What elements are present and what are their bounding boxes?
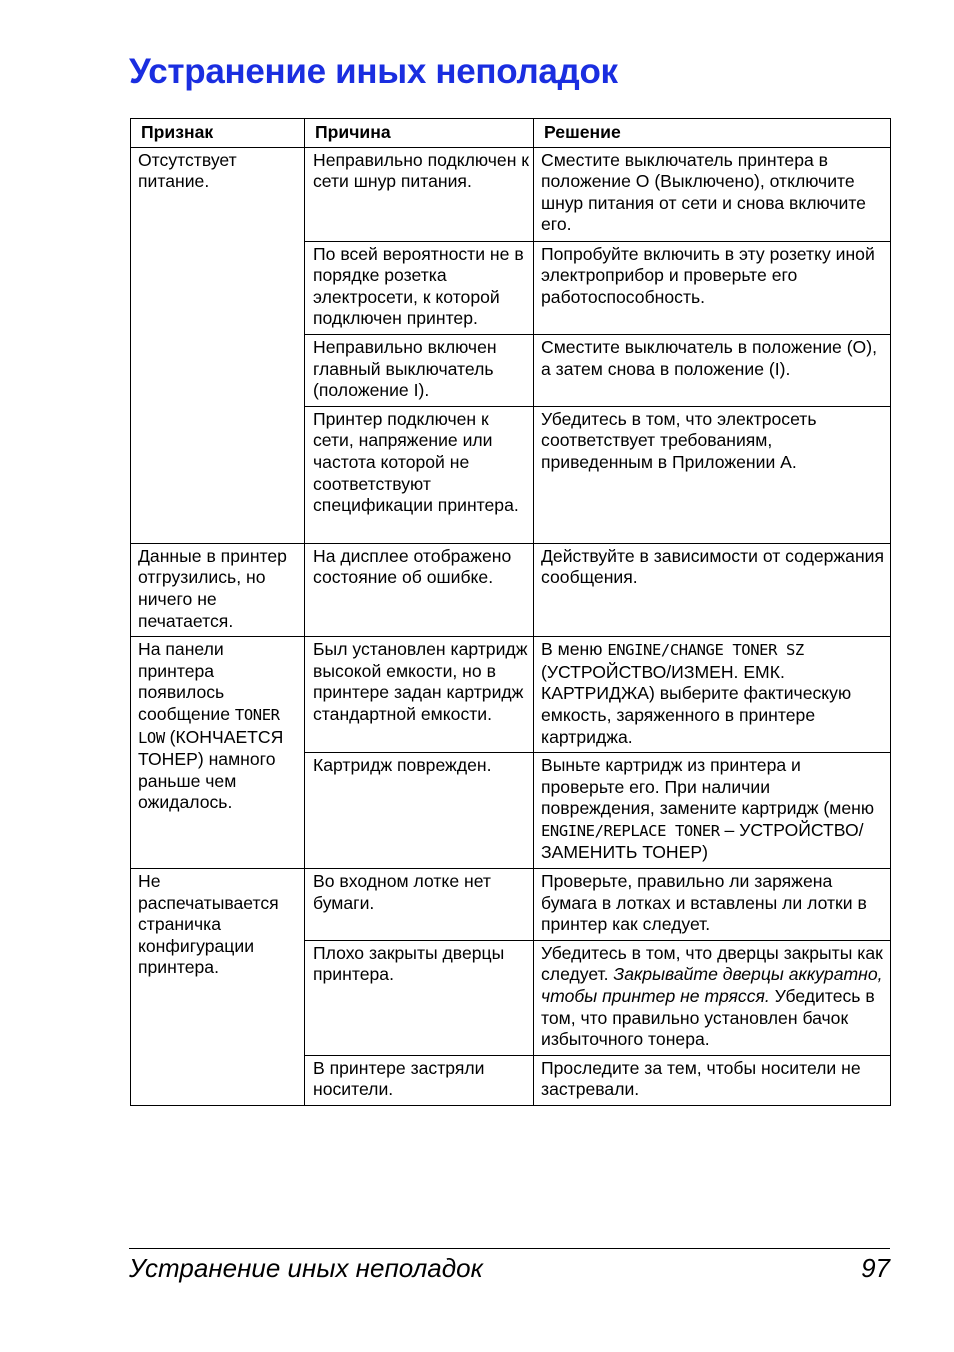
solution-cell: Действуйте в зависимости от содержания сообщения. xyxy=(534,543,891,636)
header-solution: Решение xyxy=(534,119,891,148)
solution-cell: Сместите выключатель принтера в положение O (Выключено), отключите шнур питания от сети и снова включите его. xyxy=(534,147,891,241)
footer-title: Устранение иных неполадок xyxy=(129,1253,483,1283)
cause-cell: По всей вероятности не в порядке розетка электросети, к которой подключен принтер. xyxy=(305,241,534,334)
solution-cell: Выньте картридж из принтера и проверьте его. При наличии повреждения, замените картридж (меню ENGINE/REPLACE TONER – УСТРОЙСТВО/ЗАМЕНИТЬ ТОНЕР) xyxy=(534,753,891,869)
cause-cell: В принтере застряли носители. xyxy=(305,1055,534,1105)
page-title: Устранение иных неполадок xyxy=(129,52,618,91)
table-row xyxy=(131,543,891,636)
menu-path: ENGINE/REPLACE TONER xyxy=(541,821,720,840)
menu-path: ENGINE/CHANGE TONER SZ xyxy=(607,641,804,660)
solution-cell: Проверьте, правильно ли заряжена бумага в лотках и вставлены ли лотки в принтер как следует. xyxy=(534,869,891,941)
solution-cell: В меню ENGINE/CHANGE TONER SZ (УСТРОЙСТВО/ИЗМЕН. ЕМК. КАРТРИДЖА) выберите фактическую емкость, заряженного в принтере картриджа. xyxy=(534,637,891,753)
solution-cell: Убедитесь в том, что электросеть соответствует требованиям, приведенным в Приложении A. xyxy=(534,406,891,543)
page-number: 97 xyxy=(861,1253,890,1283)
table-row xyxy=(131,147,891,241)
footer-rule xyxy=(129,1248,890,1249)
solution-cell: Проследите за тем, чтобы носители не застревали. xyxy=(534,1055,891,1105)
cause-cell: На дисплее отображено состояние об ошибке. xyxy=(305,543,534,636)
cause-cell: Был установлен картридж высокой емкости, но в принтере задан картридж стандартной емкости. xyxy=(305,637,534,753)
cause-cell: Во входном лотке нет бумаги. xyxy=(305,869,534,941)
header-cause: Причина xyxy=(305,119,534,148)
cause-cell: Плохо закрыты дверцы принтера. xyxy=(305,940,534,1055)
header-symptom: Признак xyxy=(131,119,305,148)
cause-cell: Картридж поврежден. xyxy=(305,753,534,869)
symptom-cell: Данные в принтер отгрузились, но ничего не печатается. xyxy=(131,543,305,636)
table-row xyxy=(131,637,891,753)
solution-cell: Сместите выключатель в положение (O), а затем снова в положение (I). xyxy=(534,334,891,406)
table-header-row xyxy=(131,119,891,148)
troubleshooting-table xyxy=(130,118,891,1106)
symptom-cell: На панели принтера появилось сообщение TONER LOW (КОНЧАЕТСЯ ТОНЕР) намного раньше чем ожидалось. xyxy=(131,637,305,869)
solution-cell: Убедитесь в том, что дверцы закрыты как следует. Закрывайте дверцы аккуратно, чтобы принтер не трясся. Убедитесь в том, что правильно установлен бачок избыточного тонера. xyxy=(534,940,891,1055)
symptom-cell: Не распечатывается страничка конфигурации принтера. xyxy=(131,869,305,1106)
symptom-cell: Отсутствует питание. xyxy=(131,147,305,543)
table-row xyxy=(131,869,891,941)
italic-note: Закрывайте дверцы аккуратно, чтобы принтер не трясся. xyxy=(541,964,883,1007)
cause-cell: Принтер подключен к сети, напряжение или частота которой не соответствуют спецификации принтера. xyxy=(305,406,534,543)
cause-cell: Неправильно включен главный выключатель (положение I). xyxy=(305,334,534,406)
message-code: TONER LOW xyxy=(138,705,280,747)
cause-cell: Неправильно подключен к сети шнур питания. xyxy=(305,147,534,241)
solution-cell: Попробуйте включить в эту розетку иной электроприбор и проверьте его работоспособность. xyxy=(534,241,891,334)
